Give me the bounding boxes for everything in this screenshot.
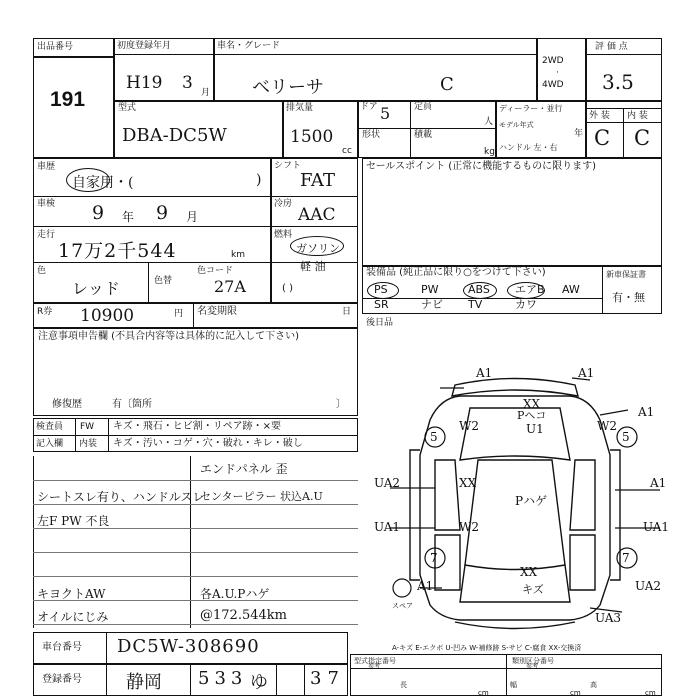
new-car-label: 新車保証書 — [606, 270, 646, 279]
class-label: 類別区分番号 — [512, 657, 554, 665]
repair-label: 修復歴 — [52, 399, 82, 410]
displacement-label: 排気量 — [286, 103, 314, 113]
aircon: AAC — [298, 205, 336, 225]
drive-2wd: 2WD — [542, 56, 564, 66]
rating-label: 評 価 点 — [595, 42, 628, 52]
fuel-gas: ガソリン — [296, 242, 340, 255]
equipment-item: エアB — [515, 283, 545, 296]
mark-front-left: A1 — [476, 366, 493, 380]
equipment-title: 装備品 (純正品に限り○をつけて下さい) — [366, 267, 546, 278]
width-label: 幅 — [510, 681, 517, 689]
remark-line4-right: 各A.U.Pハゲ — [200, 587, 270, 601]
history-close: ) — [256, 172, 262, 188]
first-reg-month-unit: 月 — [201, 88, 211, 98]
airbag-circle — [507, 282, 545, 299]
interior-grade-label: 内 装 — [627, 111, 648, 121]
history-label: 車歴 — [37, 162, 56, 172]
mark-circle-left-rear: 7 — [430, 551, 438, 565]
equipment-item: AW — [562, 283, 580, 296]
fw-label: FW — [80, 422, 95, 432]
shift: FAT — [300, 170, 335, 191]
plate-number: 37 — [310, 668, 345, 689]
new-car-value: 有・無 — [612, 291, 645, 304]
ps-circle — [367, 282, 399, 299]
mark-rear-left: A1 — [417, 579, 434, 593]
length-label: 長 — [400, 681, 407, 689]
shape-label: 形状 — [362, 130, 381, 140]
remark-line2-left: シートスレ有り、ハンドルスレ — [37, 490, 205, 504]
repair-close: 〕 — [336, 399, 346, 410]
fuel-label: 燃料 — [274, 230, 293, 240]
chassis-number: DC5W-308690 — [117, 636, 260, 657]
check-label: 検査員 — [36, 422, 64, 432]
handle-label: ハンドル 左・右 — [499, 143, 558, 152]
repair-value: 有〔箇所 — [112, 399, 152, 410]
mark-right-lower: UA1 — [643, 520, 670, 534]
equipment-item: ABS — [468, 283, 490, 296]
mileage-unit: km — [231, 250, 245, 260]
inspector-row2: キズ・汚い・コゲ・穴・破れ・キレ・破し — [113, 438, 303, 449]
mark-front-fender-right: W2 — [597, 419, 617, 433]
remark-line4-left: キヨクトAW — [37, 587, 106, 601]
drive-dot: · — [556, 68, 559, 78]
damage-legend: A-キズ E-エクボ U-凹み W-補修跡 S-サビ C-腐食 XX-交換済 — [392, 644, 582, 652]
mark-right-rear-door: A1 — [650, 476, 667, 490]
mark-hood-top: XX — [523, 397, 541, 411]
inspection-month-unit: 月 — [186, 210, 199, 224]
equipment-item: PW — [421, 283, 439, 296]
mark-circle-left-front: 5 — [430, 430, 438, 444]
plate-region: 静岡 — [126, 672, 162, 693]
remark-line5-left: オイルにじみ — [37, 610, 109, 624]
load-unit: kg — [484, 147, 495, 157]
mark-front-right: A1 — [578, 366, 595, 380]
model: DBA-DC5W — [122, 125, 227, 146]
car-damage-diagram — [360, 360, 670, 635]
inspection-year: 9 — [92, 202, 105, 224]
first-reg-label: 初度登録年月 — [117, 41, 172, 51]
aircon-label: 冷房 — [274, 199, 293, 209]
capacity-label: 定員 — [414, 102, 433, 112]
mark-roof: Pハゲ — [515, 494, 548, 508]
interior-grade: C — [634, 126, 651, 150]
remark-line2-right: センターピラー 状込A.U — [200, 490, 323, 503]
inspection-month: 9 — [156, 202, 169, 224]
remark-line1: エンドパネル 歪 — [200, 462, 288, 476]
displacement-unit: cc — [342, 146, 352, 156]
color-change-label: 色替 — [154, 276, 173, 286]
mark-left-door: XX — [459, 476, 477, 490]
doors: 5 — [380, 104, 391, 123]
lot-number: 191 — [50, 88, 86, 111]
mark-left-mid: UA2 — [374, 476, 401, 490]
plate-class: 533 — [198, 668, 248, 689]
equipment-item: TV — [468, 298, 483, 311]
first-reg-era: H19 — [126, 73, 163, 93]
rear-seat-label: 後日品 — [366, 318, 394, 328]
lot-number-label: 出品番号 — [37, 42, 74, 52]
abs-circle — [463, 282, 497, 299]
first-reg-month-num: 3 — [182, 73, 193, 93]
mark-hood-bottom: U1 — [526, 422, 544, 436]
load-label: 積載 — [414, 130, 433, 140]
recycle-unit: 円 — [174, 309, 184, 319]
mark-trunk-bottom: キズ — [522, 583, 544, 596]
plate-kana: ゆ — [250, 672, 268, 693]
remark-rule — [33, 576, 358, 577]
mileage-label: 走行 — [37, 230, 56, 240]
mark-trunk-top: XX — [520, 565, 538, 579]
mark-spare: スペア — [392, 602, 413, 610]
fill-label: 記入欄 — [36, 439, 64, 449]
equipment-row2 — [366, 299, 602, 313]
mark-left-rear-door: W2 — [459, 520, 479, 534]
equipment-item: SR — [374, 298, 389, 311]
remark-rule — [33, 552, 358, 553]
recycle-label: R券 — [37, 307, 53, 317]
name-change-unit: 日 — [342, 307, 352, 317]
drive-4wd: 4WD — [542, 80, 564, 90]
mark-right-front-door: A1 — [638, 405, 655, 419]
type-designation-label: 型式指定番号 — [354, 657, 396, 665]
notes-title: 注意事項申告欄 (不具合内容等は具体的に記入して下さい) — [38, 331, 299, 342]
mark-circle-right-front: 5 — [622, 430, 630, 444]
recycle-fee: 10900 — [80, 306, 135, 326]
year-unit: 年 — [574, 129, 584, 139]
remark-line5-right: @172.544km — [200, 608, 287, 623]
car-name: ベリーサ — [252, 77, 324, 98]
capacity-unit: 人 — [484, 117, 494, 127]
mark-hood-mid: Pヘコ — [517, 409, 547, 422]
color-code-label: 色コード — [197, 266, 234, 276]
height-label: 高 — [590, 681, 597, 689]
equipment-item: ナビ — [421, 298, 443, 311]
height-unit: cm — [645, 689, 656, 697]
remark-line3-left: 左F PW 不良 — [37, 514, 110, 528]
rating: 3.5 — [602, 70, 634, 94]
model-label: 型式 — [118, 103, 137, 113]
doors-label: ドア — [360, 102, 378, 112]
plate-label: 登録番号 — [42, 674, 82, 685]
car-name-label: 車名・グレード — [217, 41, 281, 51]
history-value: 自家用・( — [72, 175, 134, 191]
mark-left-lower: UA1 — [374, 520, 401, 534]
color: レッド — [72, 279, 120, 298]
sales-point-title: セールスポイント (正常に機能するものに限ります) — [366, 161, 597, 172]
equipment-item: カワ — [515, 298, 537, 311]
shift-label: シフト — [274, 161, 302, 171]
private-use-circle — [66, 168, 110, 192]
mileage: 17万2千544 — [58, 240, 177, 262]
class-ref-label: 参考 — [526, 663, 539, 670]
inspection-label: 車検 — [37, 199, 56, 209]
mark-rear-bottom: UA3 — [595, 611, 622, 625]
chassis-label: 車台番号 — [42, 642, 82, 653]
equipment-item: PS — [374, 283, 388, 296]
mark-rear-right: UA2 — [635, 579, 662, 593]
sales-point-box — [362, 158, 662, 266]
inspection-year-unit: 年 — [122, 210, 135, 224]
width-unit: cm — [570, 689, 581, 697]
displacement: 1500 — [290, 127, 334, 147]
exterior-grade: C — [594, 126, 611, 150]
fuel-diesel: 軽 油 — [300, 260, 326, 273]
mark-circle-right-rear: 7 — [622, 551, 630, 565]
interior-row-label: 内装 — [79, 439, 98, 449]
length-unit: cm — [478, 689, 489, 697]
remark-rule — [33, 480, 358, 481]
type-ref-label: 参考 — [368, 663, 381, 670]
grade: C — [440, 74, 454, 95]
fuel-paren: ( ) — [282, 283, 293, 294]
model-year-label: モデル年式 — [499, 121, 534, 129]
dealer-label: ディーラー・並行 — [499, 104, 563, 113]
color-code: 27A — [214, 277, 246, 296]
name-change-label: 名変期限 — [197, 306, 237, 317]
fuel-gas-circle — [290, 236, 344, 256]
inspector-row1: キズ・飛石・ヒビ割・リペア跡・×要 — [113, 421, 281, 432]
mark-front-fender-left: W2 — [459, 419, 479, 433]
color-label: 色 — [37, 266, 47, 276]
exterior-grade-label: 外 装 — [589, 111, 610, 121]
